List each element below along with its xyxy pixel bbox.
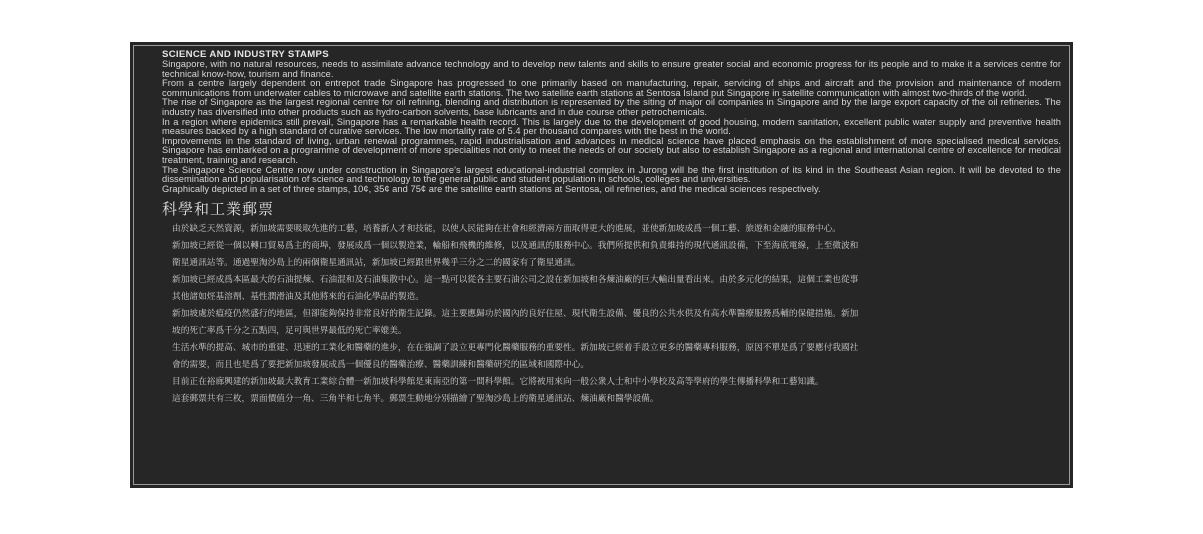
chinese-line-1: 由於缺乏天然資源，新加坡需要吸取先進的工藝，培養新人才和技能，以使人民能夠在社會和經濟兩方面取得更大的進展，並使新加坡成爲一個工藝、旅遊和金融的服務中心。 (172, 224, 841, 235)
chinese-line-10: 目前正在裕廊興建的新加坡最大教育工業綜合體一新加坡科學館是東南亞的第一間科學館。它將被用來向一般公衆人士和中小學校及高等學府的學生傳播科學和工藝知識。 (172, 377, 824, 388)
chinese-line-11: 這套郵票共有三枚，票面價值分一角、三角半和七角半。郵票生動地分別描繪了聖淘沙島上的衛星通訊站、煉油廠和醫學設備。 (172, 394, 659, 405)
chinese-line-9: 會的需要，而且也是爲了要把新加坡發展成爲一個優良的醫藥治療、醫藥訓練和醫藥研究的區域和國際中心。 (172, 360, 589, 371)
chinese-line-3: 衛星通訊站等。通過聖淘沙島上的兩個衛星通訊站，新加坡已經跟世界幾乎三分之二的國家有了衛星通訊。 (172, 258, 581, 269)
english-paragraph-4: In a region where epidemics still prevail, Singapore has a remarkable health record. This is largely due to the development of good housing, modern sanitation, excellent public water supply and preventive health measures backed by a high standard of curative services. The low mortality rate of 5.4 per thousand compares with the best in the world. (162, 116, 1061, 137)
stamp-info-card (130, 42, 1073, 488)
chinese-line-5: 其他諸如烴基溶劑、基性潤滑油及其他將來的石油化學品的製造。 (172, 292, 424, 303)
card-border-frame (133, 45, 1070, 485)
english-paragraph-7: Graphically depicted in a set of three stamps, 10¢, 35¢ and 75¢ are the satellite earth stations at Sentosa, oil refineries, and the medical sciences respectively. (162, 183, 821, 194)
english-paragraph-3: The rise of Singapore as the largest regional centre for oil refining, blending and distribution is represented by the siting of major oil companies in Singapore and by the large export capacity of the oil refineries. The industry has diversified into other products such as hydro-carbon solvents, base lubricants and in due course other petrochemicals. (162, 97, 1061, 117)
english-paragraph-5: Improvements in the standard of living, urban renewal programmes, rapid industrialisation and advances in medical science have placed emphasis on the establishment of more specialised medical services. Singapore has embarked on a programme of development of more specialities not only to meet the needs of our society but also to establish Singapore as a regional and international centre of excellence for medical treatment, training and research. (162, 135, 1061, 165)
chinese-line-2: 新加坡已經從一個以轉口貿易爲主的商埠，發展成爲一個以製造業，輪船和飛機的維修，以及通訊的服務中心。我們所提供和負責維持的現代通訊設備，下至海底電線，上至微波和 (172, 241, 859, 252)
chinese-line-8: 生活水準的提高、城市的重建、迅速的工業化和醫藥的進步，在在強調了設立更專門化醫藥服務的重要性。新加坡已經着手設立更多的醫藥專科服務，原因不單是爲了要應付我國社 (172, 343, 859, 354)
chinese-title: 科學和工業郵票 (162, 200, 275, 219)
chinese-line-6: 新加坡處於瘟疫仍然盛行的地區，但卻能夠保持非常良好的衛生記錄。這主要應歸功於國內的良好住屋、現代衛生設備、優良的公共水供及有高水準醫療服務爲輔的保健措施。新加 (172, 309, 859, 320)
english-title: SCIENCE AND INDUSTRY STAMPS (162, 49, 329, 60)
english-paragraph-1: Singapore, with no natural resources, needs to assimilate advance technology and to develop new talents and skills to ensure greater social and economic progress for its people and to make it a services centre for technical know-how, tourism and finance. (162, 59, 1061, 79)
chinese-line-4: 新加坡已經成爲本區最大的石油提煉、石油混和及石油集散中心。這一點可以從各主要石油公司之設在新加坡和各煉油廠的巨大輸出量看出來。由於多元化的結果，這個工業也從事 (172, 275, 859, 286)
english-paragraph-2: From a centre largely dependent on entrepot trade Singapore has progressed to one primarily based on manufacturing, repair, servicing of ships and aircraft and the provision and maintenance of modern communications from underwater cables to microwave and satellite earth stations. The two satellite earth stations at Sentosa Island put Singapore in satellite communication with almost two-thirds of the world. (162, 78, 1061, 98)
chinese-line-7: 坡的死亡率爲千分之五點四，足可與世界最低的死亡率媲美。 (172, 326, 407, 337)
english-paragraph-6: The Singapore Science Centre now under construction in Singapore's largest educational-industrial complex in Jurong will be the first institution of its kind in the Southeast Asian region. It will be devoted to the dissemination and popularisation of science and technology to the general public and student population in schools, colleges and universities. (162, 164, 1061, 185)
